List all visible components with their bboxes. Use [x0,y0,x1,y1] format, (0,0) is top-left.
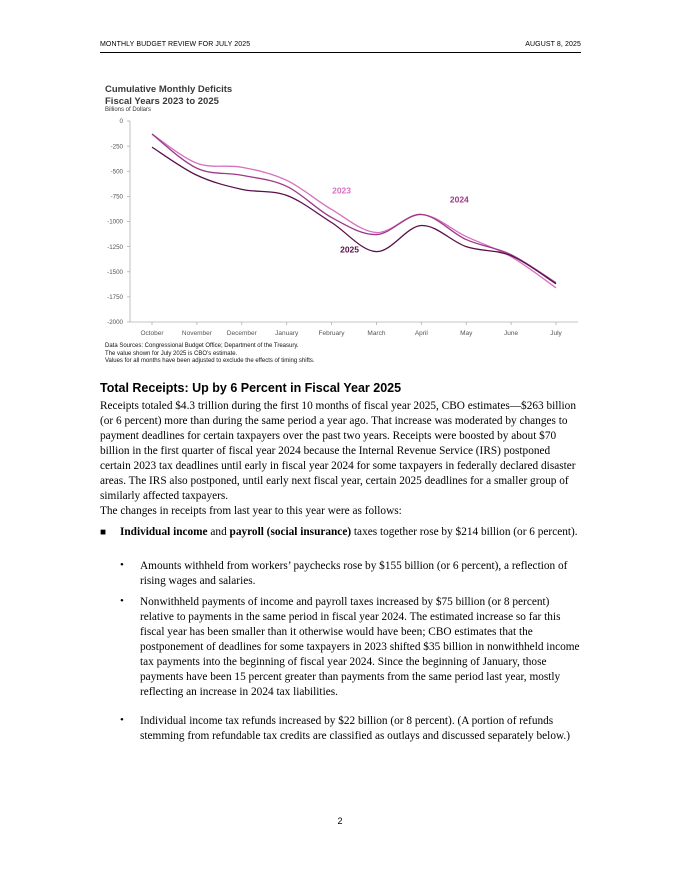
withheld-item: Amounts withheld from workers’ paychecks rose by $155 billion (or 6 percent), a reflection of rising wages and salaries. [140,560,568,587]
chart-note-estimate: The value shown for July 2025 is CBO’s estimate. [105,350,238,357]
nonwithheld-item: Nonwithheld payments of income and payroll taxes increased by $75 billion (or 8 percent) relative to payments in the same period in fiscal year 2024. The estimated increase so far this fiscal year has been smaller than it otherwise would have been; CBO estimates that the postponement of deadlines for some taxpayers in 2023 shifted $35 billion in nonwithheld income tax payments into the beginning of fiscal year 2024. Since the beginning of January, those payments have been 15 percent greater than payments from the same period last year, mostly reflecting an increase in 2024 tax liabilities. [140,596,580,698]
y-tick-label: -1750 [107,294,123,302]
bullet-marker: • [120,714,124,726]
bullet-marker: • [120,595,124,607]
chart-notes [105,343,315,366]
x-tick-label: January [275,330,299,337]
refunds-item: Individual income tax refunds increased by $22 billion (or 8 percent). (A portion of refunds stemming from refundable tax credits are classified as outlays and discussed separately below.) [140,715,570,742]
header-report-title: MONTHLY BUDGET REVIEW FOR JULY 2025 [100,41,251,48]
x-tick-label: July [550,330,562,337]
individual-payroll-taxes-item [120,525,580,540]
y-tick-label: -2000 [107,319,123,327]
y-tick-label: -500 [110,168,123,176]
chart-unit-label: Billions of Dollars [105,107,152,113]
series-label-2024: 2024 [449,194,469,205]
series-line-2025 [152,147,556,284]
series-label-2023: 2023 [332,185,352,196]
y-tick-label: -1250 [107,243,123,251]
page-number: 2 [337,816,343,826]
chart-title-line-2: Fiscal Years 2023 to 2025 [105,95,219,107]
square-bullet-marker: ■ [100,527,107,538]
y-tick-label: -750 [110,193,123,201]
section-title: Total Receipts: Up by 6 Percent in Fiscal Year 2025 [100,381,402,395]
bold-payroll: payroll (social insurance) [229,526,352,538]
series-label-2025: 2025 [340,244,360,255]
bullet-marker: • [120,559,124,571]
taxes-rose-text: taxes together rose by $214 billion (or 6 percent). [351,526,578,538]
chart-note-adjustment: Values for all months have been adjusted to exclude the effects of timing shifts. [105,358,315,365]
x-tick-label: June [504,330,519,337]
x-tick-label: March [367,330,386,337]
series-line-2024 [152,134,556,283]
x-tick-label: April [414,330,428,337]
changes-intro-paragraph: The changes in receipts from last year to this year were as follows: [100,505,402,517]
header-date: AUGUST 8, 2025 [525,41,581,48]
x-tick-label: October [140,330,164,337]
chart-title-line-1: Cumulative Monthly Deficits [105,84,233,95]
bold-individual-income: Individual income [120,526,208,538]
deficit-line-chart [0,0,680,360]
receipts-paragraph: Receipts totaled $4.3 trillion during the first 10 months of fiscal year 2025, CBO estimates—$263 billion (or 6 percent) more than during the same period a year ago. That increase was moderated by changes to payment deadlines for certain taxpayers over the past two years. Receipts were boosted by about $70 billion in the first quarter of fiscal year 2024 because the Internal Revenue Service (IRS) postponed certain 2023 tax deadlines until early in fiscal year 2024 for some taxpayers in federally declared disaster areas. The IRS also postponed, until early next fiscal year, certain 2025 deadlines for a smaller group of similarly affected taxpayers. [100,400,576,502]
y-tick-label: -1500 [107,268,123,276]
y-tick-label: -1000 [107,218,123,226]
x-tick-label: December [226,330,257,337]
x-tick-label: November [181,330,212,337]
x-tick-label: February [318,330,345,337]
chart-note-sources: Data Sources: Congressional Budget Office; Department of the Treasury. [105,343,299,349]
connector-text: and [207,526,230,538]
x-tick-label: May [460,330,473,337]
series-line-2023 [152,134,556,288]
y-tick-label: 0 [119,118,123,126]
y-tick-label: -250 [110,143,123,151]
